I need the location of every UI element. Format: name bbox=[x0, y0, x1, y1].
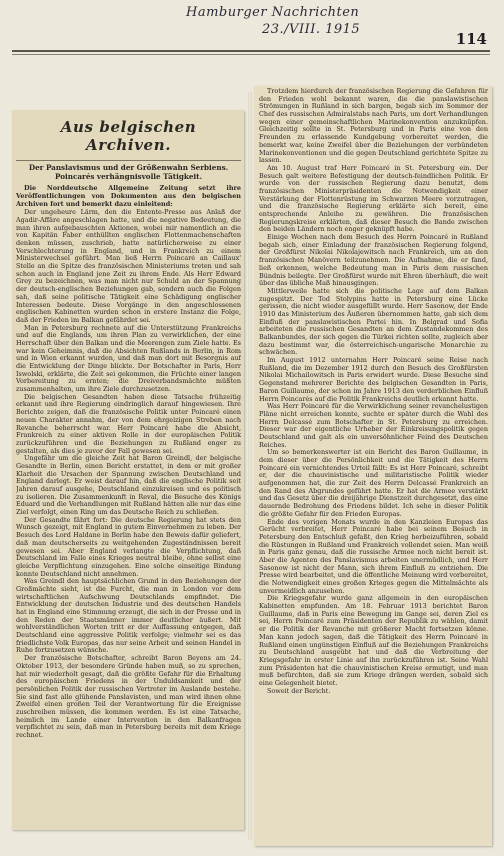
article-paragraph: Einige Wochen nach dem Besuch des Herrn Poincaré in Rußland begab sich, einer Einladung der französischen Regierung folgend, der Großfürst Nikolai Nikolajewitsch nach Frankreich, um an den französischen Manövern teilzunehmen. Die Aufnahme, die er fand, ließ erkennen, welche Bedeutung man in Paris dem russischen Bündnis beilegte. Der Großfürst wurde mit Ehren überhäuft, die weit über das übliche Maß hinausgingen. bbox=[259, 233, 488, 288]
header-rule bbox=[12, 50, 490, 52]
article-paragraph: Man in Petersburg rechnete auf die Unterstützung Frankreichs und auf die Englands, um ihren Plan zu verwirklichen, der eine Herrschaft über den Balkan und die Meerengen zum Ziele hatte. Es war kein Geheimnis, daß die Absichten Rußlands in Berlin, in Rom und in Wien erkannt wurden, und daß man dort mit Besorgnis auf die Entwicklung der Dinge blickte. Der Botschafter in Paris, Herr Iswolski, erklärte, die Zeit sei gekommen, die Früchte einer langen Vorbereitung zu ernten; die Dreiverbandsmächte müßten zusammenhalten, um ihre Ziele durchzusetzen. bbox=[16, 323, 241, 394]
article-paragraph: Am 10. August traf Herr Poincaré in St. Petersburg ein. Der Besuch galt weitere Befestigung der deutsch-feindlichen Politik. Er wurde von der russischen Regierung dazu benutzt, dem französischen Ministerpräsidenten die Notwendigkeit einer Verstärkung der Flottenrüstung im Schwarzen Meere vorzutragen, und die französische Regierung erklärte sich bereit, eine entsprechende Anleihe zu gewähren. Die französischen Regierungskreise erklärten, daß dieser Besuch die Bande zwischen den beiden Ländern noch enger geknüpft habe. bbox=[259, 163, 488, 234]
article-paragraph: Im August 1912 unternahm Herr Poincaré seine Reise nach Rußland, die im Dezember 1912 durch den Besuch des Großfürsten Nikolai Michailowitsch in Paris erwidert wurde. Diese Besuche sind Gegenstand mehrerer Berichte des belgischen Gesandten in Paris, Baron Guillaume, der schon im Jahre 1913 den verderblichen Einfluß Herrn Poincarés auf die Politik Frankreichs deutlich erkannt hatte. bbox=[259, 356, 488, 403]
article-paragraph: Ungefähr um die gleiche Zeit hat Baron Greindl, der belgische Gesandte in Berlin, einen Bericht erstattet, in dem er mit großer Klarheit die Ursachen der Spannung zwischen Deutschland und England darlegt. Er weist darauf hin, daß die englische Politik seit Jahren darauf ausgehe, Deutschland einzukreisen und es politisch zu isolieren. Die Zusammenkunft in Reval, die Besuche des Königs Eduard und die Verhandlungen mit Rußland hätten alle nur das eine Ziel verfolgt, einen Ring um das Deutsche Reich zu schließen. bbox=[16, 454, 241, 517]
article-paragraph: Die belgischen Gesandten haben diese Tatsache frühzeitig erkannt und ihre Regierung eindringlich darauf hingewiesen. Ihre Berichte zeigen, daß die französische Politik unter Poincaré einen neuen Charakter annahm, der von dem ehrgeizigen Streben nach Revanche beherrscht war. Herr Poincaré habe die Absicht, Frankreich zu einer aktiven Rolle in der europäischen Politik zurückzuführen und die Beziehungen zu Rußland enger zu gestalten, als dies je zuvor der Fall gewesen sei. bbox=[16, 392, 241, 455]
article-subtitle: Der Panslavismus und der Größenwahn Serbiens. Poincarés verhängnisvolle Tätigkeit. bbox=[28, 163, 229, 181]
article-paragraph: Ende des vorigen Monats wurde in den Kanzleien Europas das Gerücht verbreitet, Herr Poincaré habe bei seinem Besuch in Petersburg den Entschluß gefaßt, den Krieg herbeizuführen, sobald die Rüstungen in Rußland und Frankreich vollendet seien. Man weiß in Paris ganz genau, daß die russische Armee noch nicht bereit ist. Aber die Agenten des Panslavismus arbeiten unermüdlich, und Herr Sasonow ist nicht der Mann, sich ihrem Einfluß zu entziehen. Die Presse wird bearbeitet, und die öffentliche Meinung wird vorbereitet, die Notwendigkeit eines großen Krieges gegen die Mittelmächte als unvermeidlich anzusehen. bbox=[259, 517, 488, 595]
handwritten-source-note: Hamburger Nachrichten bbox=[186, 5, 360, 20]
article-paragraph: Was Greindl den hauptsächlichen Grund in den Beziehungen der Großmächte sieht, ist die Furcht, die man in London vor dem wirtschaftlichen Aufschwung Deutschlands empfindet. Die Entwicklung der deutschen Industrie und des deutschen Handels hat in England eine Stimmung erzeugt, die sich in der Presse und in den Reden der Staatsmänner immer deutlicher äußert. Mit wohlverständlichen Worten tritt er der Auffassung entgegen, daß Deutschland eine aggressive Politik verfolge; vielmehr sei es das friedlichste Volk Europas, das nur seine Arbeit und seinen Handel in Ruhe fortzusetzen wünsche. bbox=[16, 577, 241, 655]
article-paragraph: Um so bemerkenswerter ist ein Bericht des Baron Guillaume, in dem dieser über die Persönlichkeit und die Tätigkeit des Herrn Poincaré ein vernichtendes Urteil fällt: Es ist Herr Poincaré, schreibt er, der die chauvinistische und militaristische Politik wieder aufgenommen hat, die zur Zeit des Herrn Delcassé Frankreich an den Rand des Abgrundes geführt hatte. Er hat die Armee verstärkt und das Gesetz über die dreijährige Dienstzeit durchgesetzt, das eine dauernde Bedrohung des Friedens bildet. Ich sehe in dieser Politik die größte Gefahr für den Frieden Europas. bbox=[259, 448, 488, 518]
article-paragraph: Was Herr Poincaré für die Verwirklichung seiner revanchelustigen Pläne nicht erreichen konnte, suchte er später durch die Wahl des Herrn Delcassé zum Botschafter in St. Petersburg zu erreichen. Dieser war der eigentliche Urheber der Einkreisungspolitik gegen Deutschland und galt als ein unversöhnlicher Feind des Deutschen Reiches. bbox=[259, 402, 488, 449]
header-rule-thin bbox=[12, 54, 490, 55]
article-lead: Die Norddeutsche Allgemeine Zeitung setzt ihre Veröffentlichungen von Dokumenten aus den belgischen Archiven fort und bemerkt dazu einleitend: bbox=[16, 184, 241, 208]
article-paragraph: Mittlerweile hatte sich die politische Lage auf dem Balkan zugespitzt. Der Tod Stolypins hatte in Petersburg eine Lücke gerissen, die nicht wieder ausgefüllt wurde. Herr Sasonow, der Ende 1910 das Ministerium des Äußeren übernommen hatte, gab sich dem Einfluß der panslawistischen Partei hin. In Belgrad und Sofia arbeiteten die russischen Gesandten an dem Zustandekommen des Balkanbundes, der sich gegen die Türkei richten sollte, zugleich aber dazu bestimmt war, die österreichisch-ungarische Monarchie zu schwächen. bbox=[259, 286, 488, 357]
article-title: Aus belgischen Archiven. bbox=[16, 112, 241, 161]
handwritten-date-note: 23./VIII. 1915 bbox=[262, 22, 361, 37]
page-number: 114 bbox=[455, 30, 487, 48]
article-column-right bbox=[259, 88, 488, 843]
article-paragraph: Der französische Botschafter, schreibt Baron Beyens am 24. Oktober 1913, der besondere Gründe haben muß, so zu sprechen, hat mir wiederholt gesagt, daß die größte Gefahr für die Erhaltung des europäischen Friedens in der Unduldsamkeit und der persönlichen Politik der russischen Vertreter im Auslande bestehe. Sie sind fast alle glühende Panslavisten, und man wird ihnen ohne Zweifel einen großen Teil der Verantwortung für die Ereignisse zuschreiben müssen, die kommen werden. Es ist eine Tatsache, heimlich im Lande einer Intervention in den Balkanfragen verpflichtet zu sein, daß man in Petersburg bereits mit dem Kriege rechnet. bbox=[16, 654, 241, 739]
article-paragraph: Trotzdem hierdurch der französischen Regierung die Gefahren für den Frieden wohl bekannt waren, die die panslawistischen Strömungen in Rußland in sich bargen, begab sich im Sommer der Chef des russischen Admiralstabs nach Paris, um dort Verhandlungen wegen einer gemeinschaftlichen Marinekonvention anzuknüpfen. Gleichzeitig sollte in St. Petersburg und in Paris eine von den Freunden zu erlassende Kundgebung vorbereitet werden, die bemerkt war, keine Zweifel über die Beziehungen der verbündeten Marinekonventionen und die gegen Deutschland gerichtete Spitze zu lassen. bbox=[259, 88, 488, 165]
article-paragraph: Der ungeheure Lärm, den die Entente-Presse aus Anlaß der Agadir-Affäre angeschlagen hatte, und die negative Bedeutung, die man ihren aufgebauschten Aktionen, wobei mir namentlich an die von Kapitän Faber enthüllten englischen Flottenmachenschaften denken müssen, zuschrieb, hatte natürlicherweise zu einer Verschlechterung in England, und in Frankreich zu einem Ministerwechsel geführt. Man ließ Herrn Poincaré an Caillaux' Stelle an die Spitze des französischen Ministeriums treten und sah schon auch in England jene Zeit zu ihrem Ende. Als Herr Edward Grey zu bezeichnen, was man nicht nur Schuld an der Spannung der deutsch-englischen Beziehungen gab, sondern auch die Folgen sah, daß seine politische Tätigkeit eine Schädigung englischer Interessen bedeute. Diese Vorgänge in den angeschlossenen englischen Kabinetten wurden schon in erstere Instanz die Folge, daß der Frieden im Balkan gefährdet sei. bbox=[16, 208, 241, 324]
article-paragraph: Die Kriegsgefahr wurde ganz allgemein in den europäischen Kabinetten empfunden. Am 18. Februar 1913 berichtet Baron Guillaume, daß in Paris eine Bewegung im Gange sei, deren Ziel es sei, Herrn Poincaré zum Präsidenten der Republik zu wählen, damit er die Politik der Revanche mit größerer Macht fortsetzen könne. Man kann jedoch sagen, daß die Tätigkeit des Herrn Poincaré in Rußland einen ungünstigen Einfluß auf die Beziehungen Frankreichs zu Deutschland ausgeübt hat und daß die Verbreitung der Kriegsgefahr in erster Linie auf ihn zurückzuführen ist. Seine Wahl zum Präsidenten hat die chauvinistischen Kreise ermutigt, und man muß befürchten, daß sie zum Kriege drängen werden, sobald sich eine Gelegenheit bietet. bbox=[259, 594, 488, 687]
article-column-left bbox=[16, 112, 241, 827]
article-closing: Soweit der Bericht. bbox=[267, 686, 331, 695]
article-paragraph: Der Gesandte fährt fort: Die deutsche Regierung hat stets den Wunsch gezeigt, mit England in gutem Einvernehmen zu leben. Der Besuch des Lord Haldane in Berlin habe den Beweis dafür geliefert, daß man deutscherseits zu weitgehenden Zugeständnissen bereit gewesen sei. Aber England verlangte die Verpflichtung, daß Deutschland im Falle eines Krieges neutral bleibe, ohne selbst eine gleiche Verpflichtung einzugehen. Eine solche einseitige Bindung konnte Deutschland nicht annehmen. bbox=[16, 515, 241, 578]
